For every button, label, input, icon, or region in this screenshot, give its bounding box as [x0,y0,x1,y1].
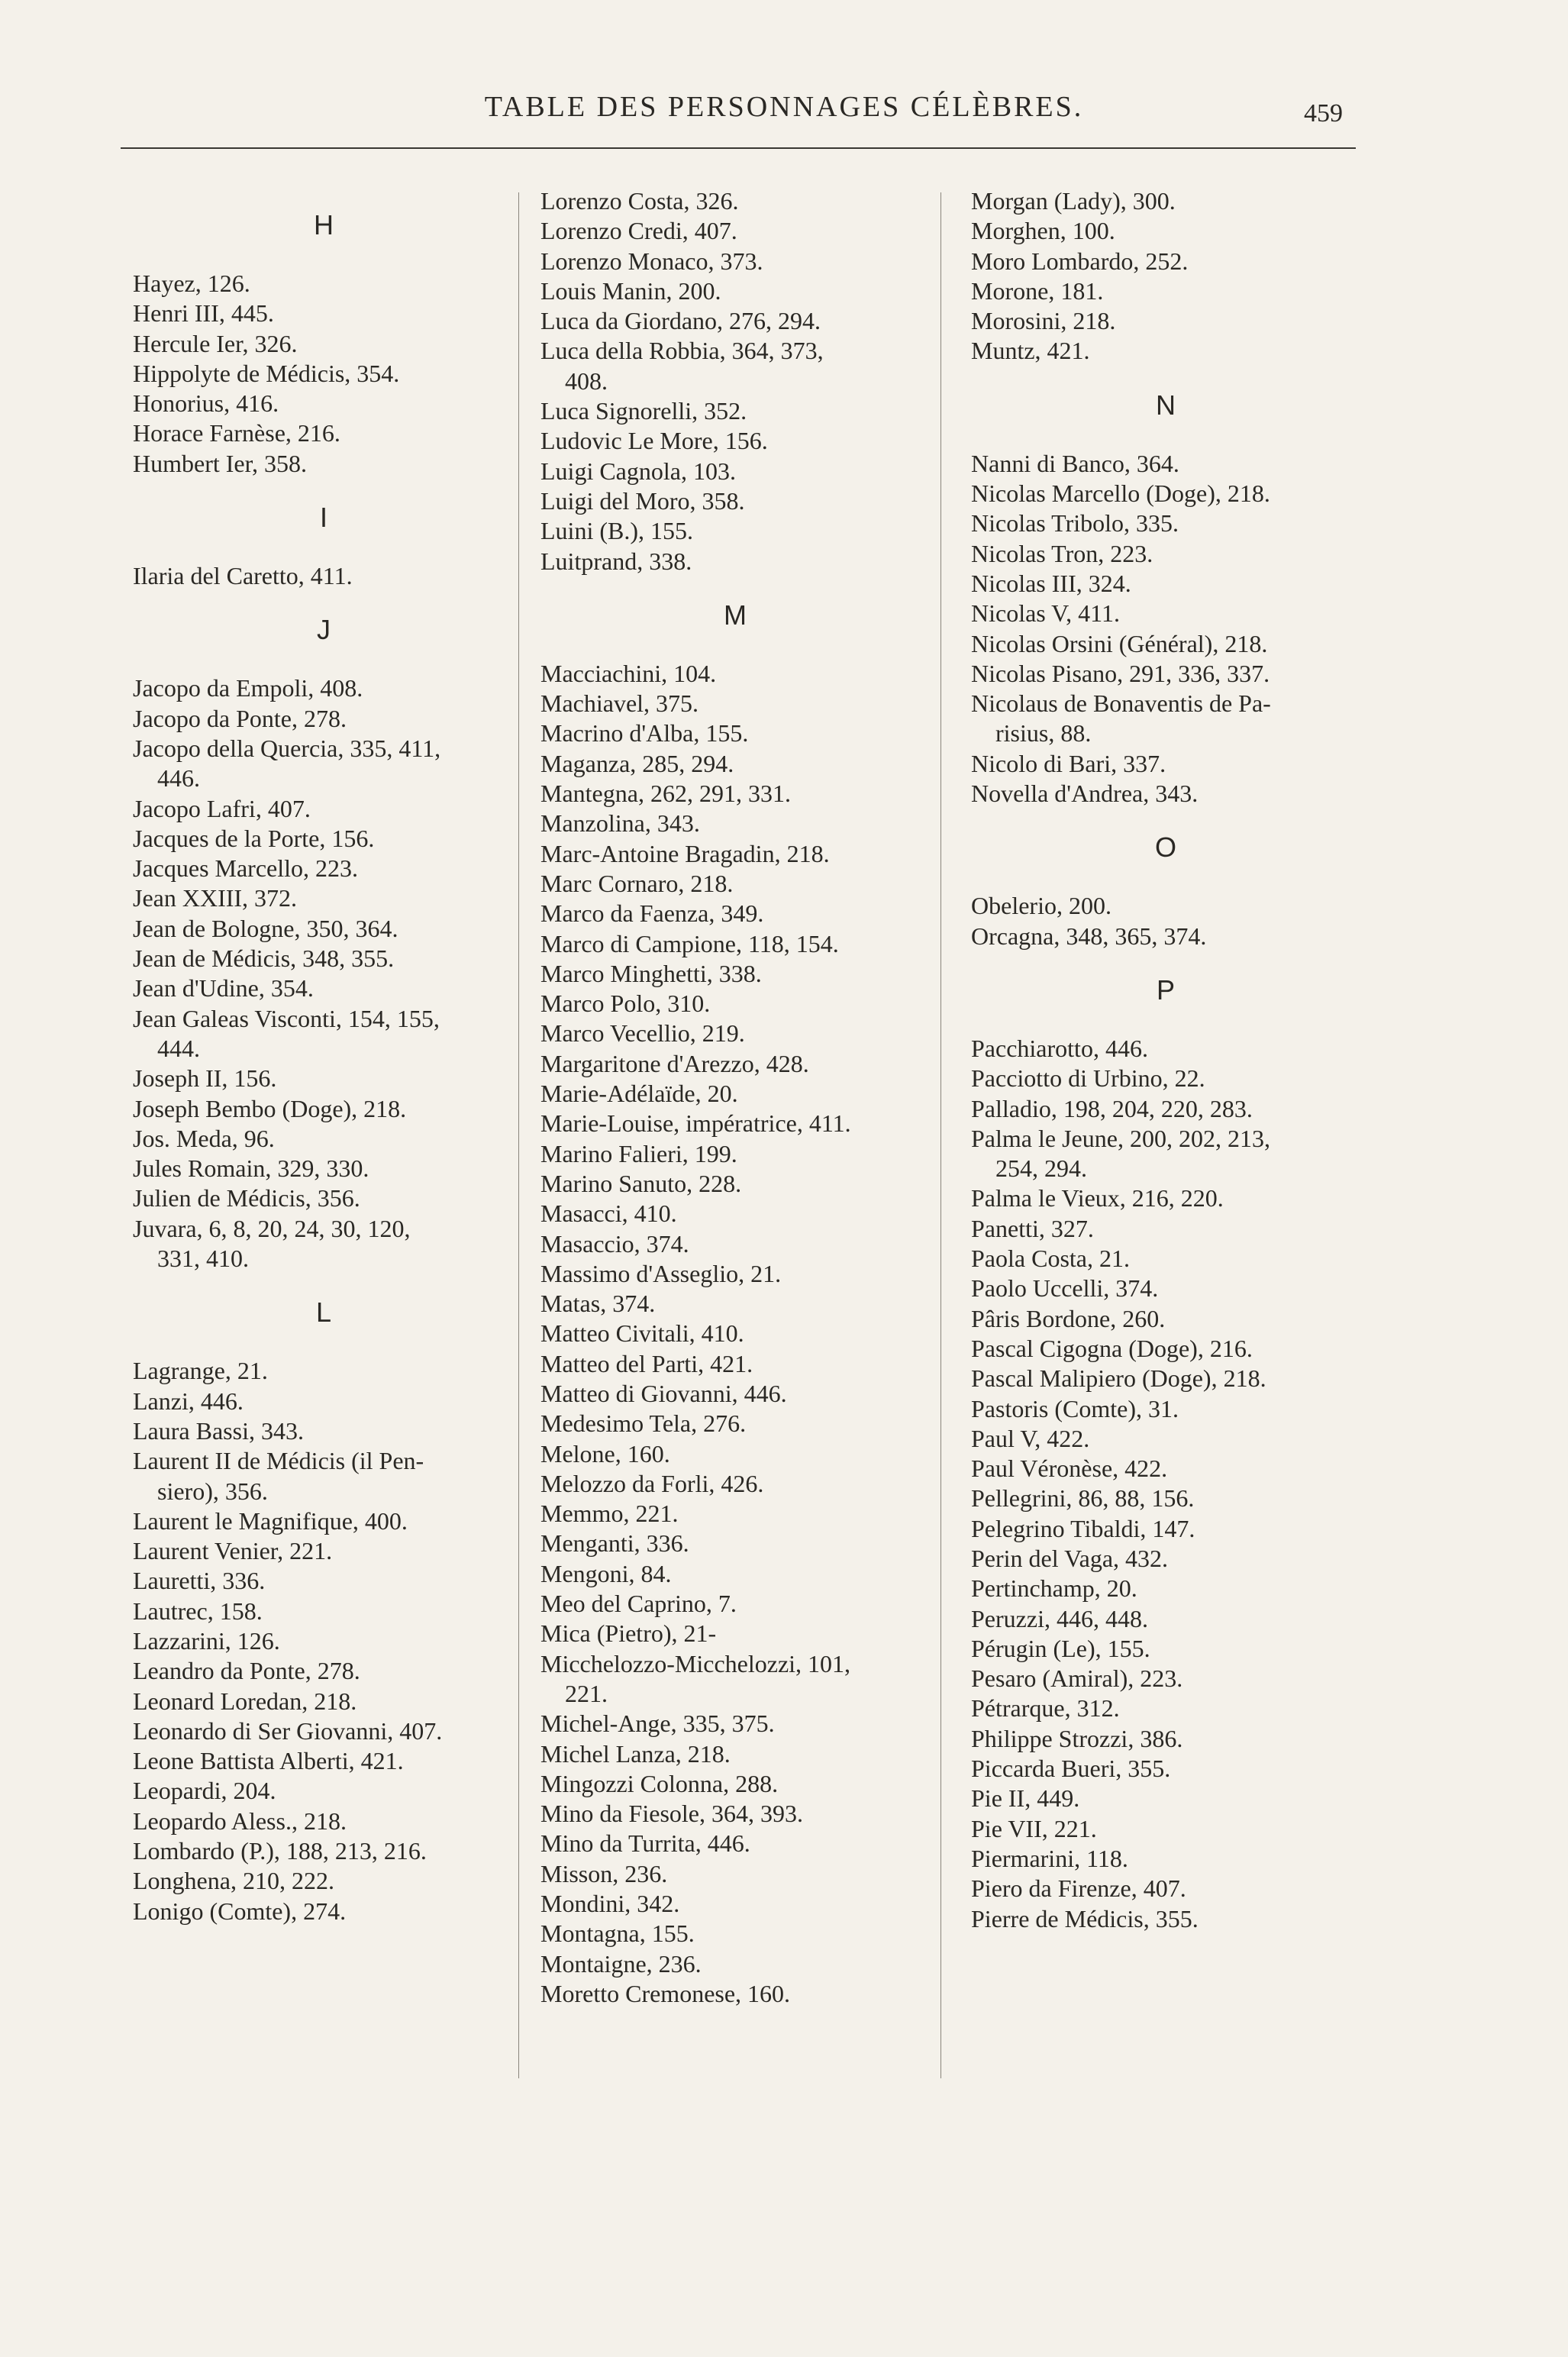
index-entry: Macrino d'Alba, 155. [540,719,749,747]
index-entry: Maganza, 285, 294. [540,749,734,777]
index-entry: Manzolina, 343. [540,809,700,838]
index-entry: Luigi Cagnola, 103. [540,457,736,485]
index-entry: Philippe Strozzi, 386. [971,1724,1183,1752]
index-entry: Marie-Louise, impératrice, 411. [540,1109,851,1138]
index-entry: Louis Manin, 200. [540,276,721,305]
index-entry: Muntz, 421. [971,337,1090,365]
index-entry: Meo del Caprino, 7. [540,1590,737,1618]
index-entry: Marco Polo, 310. [540,990,711,1018]
index-entry: Morosini, 218. [971,307,1116,335]
column-divider [940,192,941,2078]
index-entry: Matteo del Parti, 421. [540,1349,753,1377]
index-entry-continuation: 444. [157,1034,200,1062]
index-entry: Lauretti, 336. [133,1567,266,1595]
index-entry: Pelegrino Tibaldi, 147. [971,1514,1195,1542]
index-entry: Nicolas Tron, 223. [971,539,1153,567]
index-entry: Moro Lombardo, 252. [971,247,1189,275]
index-entry-continuation: siero), 356. [157,1477,268,1505]
index-entry: Jacopo da Ponte, 278. [133,704,347,732]
index-column-1 [133,186,515,1926]
index-entry: Leopardo Aless., 218. [133,1806,347,1835]
index-entry: Ilaria del Caretto, 411. [133,562,353,590]
running-title: TABLE DES PERSONNAGES CÉLÈBRES. [484,91,1084,123]
index-entry: Julien de Médicis, 356. [133,1184,360,1212]
index-entry: Laurent Venier, 221. [133,1537,333,1565]
index-entry: Morone, 181. [971,276,1104,305]
index-entry: Lanzi, 446. [133,1387,244,1415]
index-entry: Lombardo (P.), 188, 213, 216. [133,1837,427,1865]
index-entry: Masaccio, 374. [540,1229,689,1258]
index-entry: Nicolas Pisano, 291, 336, 337. [971,659,1270,687]
index-entry: Lorenzo Monaco, 373. [540,247,763,275]
index-entry: Pascal Malipiero (Doge), 218. [971,1364,1266,1393]
index-entry: Marie-Adélaïde, 20. [540,1080,738,1108]
index-entry: Pie VII, 221. [971,1814,1097,1842]
index-entry: Marco di Campione, 118, 154. [540,929,839,957]
index-entry-continuation: 221. [565,1679,608,1707]
index-entry: Luitprand, 338. [540,547,692,575]
index-entry: Michel-Ange, 335, 375. [540,1710,775,1738]
index-entry: Jean XXIII, 372. [133,884,298,912]
index-entry: Humbert Ier, 358. [133,449,307,477]
index-entry: Mingozzi Colonna, 288. [540,1769,779,1797]
index-entry: Lautrec, 158. [133,1597,263,1625]
index-entry: Nicolas Orsini (Général), 218. [971,629,1268,657]
index-entry: Leonardo di Ser Giovanni, 407. [133,1716,443,1745]
index-entry: Laura Bassi, 343. [133,1416,304,1445]
index-entry: Pie II, 449. [971,1784,1080,1813]
index-entry: Juvara, 6, 8, 20, 24, 30, 120, [133,1214,411,1242]
index-entry: Leone Battista Alberti, 421. [133,1747,404,1775]
index-entry: Melone, 160. [540,1439,670,1467]
index-entry: Piccarda Bueri, 355. [971,1755,1171,1783]
index-entry: Mengoni, 84. [540,1559,672,1587]
index-entry: Nicolas Marcello (Doge), 218. [971,479,1270,508]
index-entry: Michel Lanza, 218. [540,1739,731,1768]
section-letter: H [314,209,334,241]
index-entry: Marc-Antoine Bragadin, 218. [540,839,830,867]
index-entry: Medesimo Tela, 276. [540,1409,747,1438]
index-entry: Marco Minghetti, 338. [540,959,762,987]
index-entry: Perin del Vaga, 432. [971,1544,1169,1572]
index-entry: Pierre de Médicis, 355. [971,1904,1199,1932]
index-entry: Henri III, 445. [133,299,274,328]
index-entry: Lonigo (Comte), 274. [133,1897,347,1925]
index-entry-continuation: 408. [565,366,608,395]
index-entry-continuation: 254, 294. [995,1154,1087,1183]
index-entry: Nicolas III, 324. [971,569,1131,597]
page-header [0,90,1568,136]
index-entry: Misson, 236. [540,1859,668,1887]
index-entry: Montaigne, 236. [540,1949,702,1978]
index-entry: Pacchiarotto, 446. [971,1034,1148,1062]
index-entry: Ludovic Le More, 156. [540,427,768,455]
page-number: 459 [1304,99,1343,128]
index-entry: Macciachini, 104. [540,659,717,687]
index-entry: Orcagna, 348, 365, 374. [971,922,1207,950]
index-column-2 [540,186,930,2009]
index-entry: Mica (Pietro), 21- [540,1619,717,1648]
index-entry: Jos. Meda, 96. [133,1124,275,1152]
index-entry: Luca Signorelli, 352. [540,397,747,425]
index-entry: Pérugin (Le), 155. [971,1634,1150,1662]
index-entry: Pacciotto di Urbino, 22. [971,1064,1205,1093]
index-entry: Jean de Médicis, 348, 355. [133,944,395,973]
index-entry: Memmo, 221. [540,1500,679,1528]
index-entry: Pétrarque, 312. [971,1694,1120,1723]
header-rule [121,147,1356,149]
index-entry: Luini (B.), 155. [540,517,693,545]
index-entry: Mondini, 342. [540,1890,680,1918]
index-entry: Hippolyte de Médicis, 354. [133,359,400,387]
index-entry: Jean d'Udine, 354. [133,974,314,1003]
index-entry: Jacques Marcello, 223. [133,854,359,883]
index-entry: Massimo d'Asseglio, 21. [540,1259,782,1287]
index-entry: Luca da Giordano, 276, 294. [540,307,821,335]
index-entry: Montagna, 155. [540,1920,695,1948]
section-letter: O [1154,831,1176,864]
index-entry: Mino da Turrita, 446. [540,1829,750,1858]
index-entry: Paolo Uccelli, 374. [971,1274,1159,1303]
index-entry: Jacopo Lafri, 407. [133,794,311,822]
index-entry: Marino Sanuto, 228. [540,1169,742,1197]
index-entry: Leopardi, 204. [133,1777,276,1805]
index-entry: Jacopo della Quercia, 335, 411, [133,734,441,762]
index-entry: Lazzarini, 126. [133,1626,280,1655]
index-entry: Luigi del Moro, 358. [540,486,745,515]
index-entry: Morghen, 100. [971,217,1115,245]
index-entry: Piero da Firenze, 407. [971,1874,1186,1903]
index-entry: Luca della Robbia, 364, 373, [540,337,824,365]
index-entry: Palma le Jeune, 200, 202, 213, [971,1124,1270,1152]
index-entry: Marco da Faenza, 349. [540,899,764,928]
index-entry: Matteo di Giovanni, 446. [540,1379,787,1407]
index-entry: Melozzo da Forli, 426. [540,1469,764,1497]
index-entry-continuation: 331, 410. [157,1245,249,1273]
index-entry: Panetti, 327. [971,1214,1094,1242]
index-entry: Nicolaus de Bonaventis de Pa- [971,689,1271,718]
index-entry: Leandro da Ponte, 278. [133,1657,360,1685]
index-entry: Masacci, 410. [540,1199,677,1228]
index-entry-continuation: risius, 88. [995,719,1092,747]
column-divider [518,192,519,2078]
index-entry: Paul V, 422. [971,1424,1090,1452]
index-entry: Menganti, 336. [540,1529,689,1558]
index-entry: Moretto Cremonese, 160. [540,1979,791,2007]
index-entry: Pellegrini, 86, 88, 156. [971,1484,1195,1513]
index-entry: Pertinchamp, 20. [971,1574,1137,1603]
index-entry: Machiavel, 375. [540,689,699,718]
section-letter: L [315,1296,332,1329]
index-entry: Palma le Vieux, 216, 220. [971,1184,1224,1212]
index-entry: Lorenzo Costa, 326. [540,187,739,215]
index-entry: Mino da Fiesole, 364, 393. [540,1800,803,1828]
section-letter: J [317,614,331,646]
index-entry: Lagrange, 21. [133,1357,268,1385]
index-entry: Obelerio, 200. [971,892,1111,920]
index-entry: Paola Costa, 21. [971,1245,1130,1273]
index-entry: Horace Farnèse, 216. [133,419,340,447]
index-entry: Jean de Bologne, 350, 364. [133,914,398,942]
index-entry: Leonard Loredan, 218. [133,1687,357,1715]
index-entry: Morgan (Lady), 300. [971,187,1176,215]
index-entry: Jacques de la Porte, 156. [133,824,375,852]
index-column-3 [971,186,1360,1934]
index-entry: Laurent II de Médicis (il Pen- [133,1447,424,1475]
index-entry: Nicolas V, 411. [971,599,1120,628]
index-entry: Paul Véronèse, 422. [971,1455,1168,1483]
index-entry: Honorius, 416. [133,389,279,418]
index-entry: Margaritone d'Arezzo, 428. [540,1049,809,1077]
index-entry: Joseph II, 156. [133,1064,277,1093]
index-entry: Marco Vecellio, 219. [540,1019,745,1048]
index-entry: Lorenzo Credi, 407. [540,217,737,245]
index-entry: Jacopo da Empoli, 408. [133,674,363,702]
section-letter: I [319,502,327,534]
index-entry: Joseph Bembo (Doge), 218. [133,1094,407,1122]
index-entry: Nicolas Tribolo, 335. [971,509,1179,538]
section-letter: N [1156,389,1176,421]
index-entry: Hayez, 126. [133,270,250,297]
index-entry: Pastoris (Comte), 31. [971,1394,1179,1422]
section-letter: M [724,599,747,631]
section-letter: P [1156,973,1175,1006]
index-entry: Micchelozzo-Micchelozzi, 101, [540,1649,851,1677]
index-entry: Mantegna, 262, 291, 331. [540,780,791,808]
index-entry: Palladio, 198, 204, 220, 283. [971,1094,1253,1122]
index-entry: Nicolo di Bari, 337. [971,749,1166,777]
index-entry: Jules Romain, 329, 330. [133,1154,369,1183]
index-entry: Jean Galeas Visconti, 154, 155, [133,1004,440,1032]
index-entry: Hercule Ier, 326. [133,329,298,357]
index-entry: Marino Falieri, 199. [540,1139,737,1167]
index-entry: Pascal Cigogna (Doge), 216. [971,1334,1253,1362]
index-entry: Pâris Bordone, 260. [971,1304,1166,1332]
index-entry: Piermarini, 118. [971,1844,1128,1872]
index-entry: Marc Cornaro, 218. [540,869,734,897]
index-entry: Pesaro (Amiral), 223. [971,1664,1183,1693]
index-entry: Laurent le Magnifique, 400. [133,1506,408,1535]
index-entry: Matteo Civitali, 410. [540,1319,744,1348]
index-entry: Peruzzi, 446, 448. [971,1604,1148,1632]
index-entry: Longhena, 210, 222. [133,1867,334,1895]
index-entry: Novella d'Andrea, 343. [971,780,1199,808]
index-entry: Matas, 374. [540,1290,656,1318]
index-entry: Nanni di Banco, 364. [971,449,1179,477]
index-entry-continuation: 446. [157,764,200,793]
